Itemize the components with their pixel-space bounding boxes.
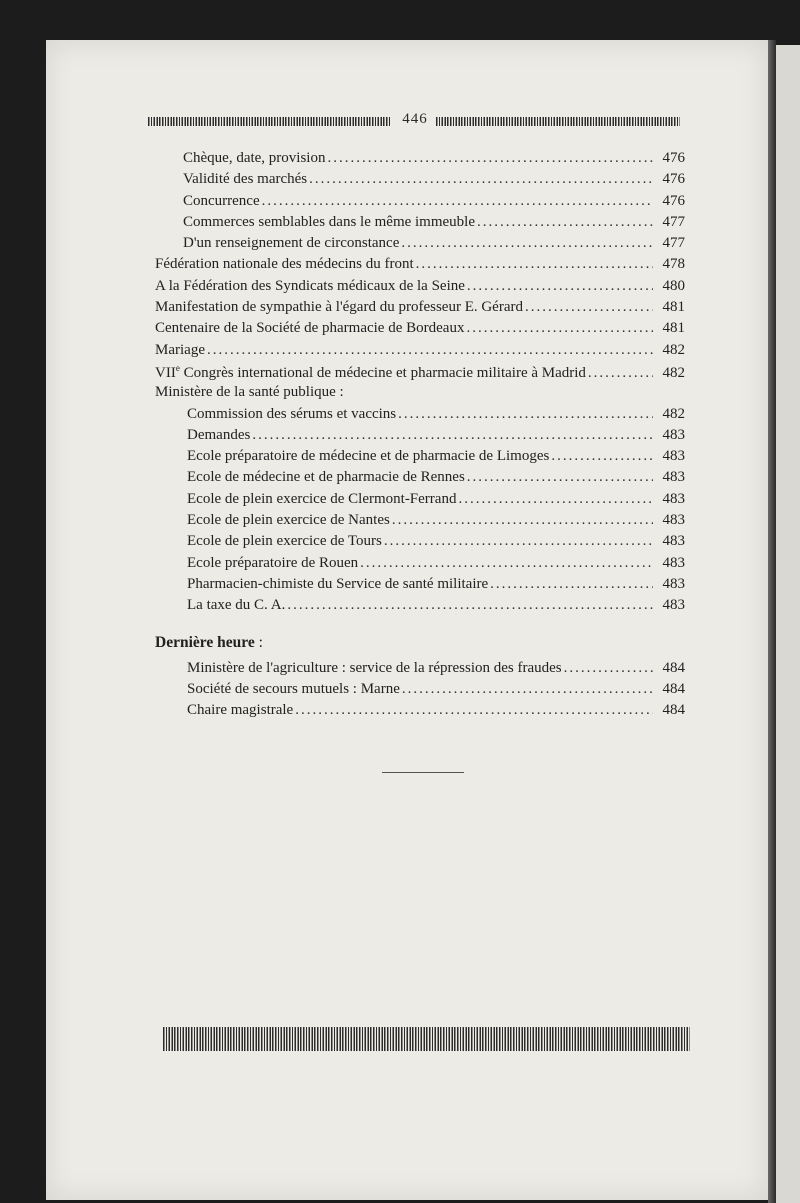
spine-shadow bbox=[768, 40, 776, 1203]
toc-entry-title: Demandes bbox=[187, 426, 251, 443]
toc-entry-title: Validité des marchés bbox=[183, 171, 308, 188]
toc-entry-title: Ecole de plein exercice de Clermont-Ferrand bbox=[187, 490, 457, 507]
dot-leader bbox=[207, 342, 653, 359]
toc-entry-title: A la Fédération des Syndicats médicaux de la Seine bbox=[155, 277, 465, 294]
dot-leader bbox=[490, 576, 653, 593]
toc-entry bbox=[155, 660, 685, 681]
dot-leader bbox=[360, 555, 653, 572]
toc-entry bbox=[155, 150, 685, 171]
toc-entry bbox=[155, 491, 685, 512]
toc-entry-title: Ecole préparatoire de Rouen bbox=[187, 554, 359, 571]
toc-entry bbox=[155, 406, 685, 427]
page-number: 446 bbox=[402, 111, 428, 127]
header-rule-left bbox=[148, 117, 391, 126]
dot-leader bbox=[398, 406, 653, 423]
toc-entry-title: Commission des sérums et vaccins bbox=[187, 405, 397, 422]
toc-entry-page: 483 bbox=[662, 469, 685, 486]
toc-entry bbox=[155, 512, 685, 533]
toc-entry-title: Ministère de l'agriculture : service de la répression des fraudes bbox=[187, 659, 562, 676]
toc-entry-page: 482 bbox=[662, 341, 685, 358]
dot-leader bbox=[477, 214, 653, 231]
toc-entry-page: 481 bbox=[662, 320, 685, 337]
toc-entry bbox=[155, 278, 685, 299]
toc-entry-title: Pharmacien-chimiste du Service de santé militaire bbox=[187, 575, 489, 592]
toc-entry bbox=[155, 576, 685, 597]
toc-entry bbox=[155, 320, 685, 341]
toc-entry-page: 482 bbox=[662, 364, 685, 381]
dot-leader bbox=[458, 491, 653, 508]
toc-entry bbox=[155, 235, 685, 256]
toc-entry bbox=[155, 214, 685, 235]
toc-entry-page: 476 bbox=[662, 171, 685, 188]
dot-leader bbox=[262, 193, 653, 210]
toc-entry bbox=[155, 533, 685, 554]
end-rule bbox=[382, 772, 464, 773]
toc-entry-title: Centenaire de la Société de pharmacie de Bordeaux bbox=[155, 320, 465, 337]
table-of-contents bbox=[155, 150, 685, 723]
toc-entry-page: 481 bbox=[662, 299, 685, 316]
dot-leader bbox=[392, 512, 653, 529]
dot-leader bbox=[525, 299, 653, 316]
last-hour-title: Dernière heure bbox=[155, 633, 255, 651]
ministry-heading: Ministère de la santé publique : bbox=[155, 384, 344, 401]
toc-entry bbox=[155, 256, 685, 277]
toc-entry-page: 482 bbox=[662, 405, 685, 422]
toc-entry-title: Chèque, date, provision bbox=[183, 150, 326, 166]
toc-entry-page: 476 bbox=[662, 150, 685, 166]
toc-entry-title: Manifestation de sympathie à l'égard du professeur E. Gérard bbox=[155, 299, 523, 316]
dot-leader bbox=[327, 150, 653, 167]
toc-entry-title: D'un renseignement de circonstance bbox=[183, 235, 400, 252]
footer-rule bbox=[163, 1027, 690, 1051]
dot-leader bbox=[588, 365, 653, 382]
toc-entry-title: Concurrence bbox=[183, 192, 260, 209]
toc-entry bbox=[155, 427, 685, 448]
toc-entry bbox=[155, 702, 685, 723]
toc-entry-page: 484 bbox=[662, 659, 685, 676]
toc-entry-page: 484 bbox=[662, 680, 685, 697]
toc-entry-page: 477 bbox=[662, 213, 685, 230]
toc-entry-page: 484 bbox=[662, 702, 685, 719]
toc-entry-title: Fédération nationale des médecins du front bbox=[155, 256, 414, 273]
toc-entry-title: La taxe du C. A. bbox=[187, 597, 286, 614]
toc-entry-title: Ecole préparatoire de médecine et de pharmacie de Limoges bbox=[187, 448, 550, 465]
toc-entry-page: 478 bbox=[662, 256, 685, 273]
toc-entry-page: 483 bbox=[662, 533, 685, 550]
toc-entry-title: Société de secours mutuels : Marne bbox=[187, 680, 400, 697]
toc-entry-page: 483 bbox=[662, 575, 685, 592]
toc-entry bbox=[155, 469, 685, 490]
dot-leader bbox=[402, 681, 653, 698]
last-hour-colon: : bbox=[254, 633, 263, 651]
toc-entry-title bbox=[155, 363, 586, 382]
toc-entry-title: Chaire magistrale bbox=[187, 702, 294, 719]
toc-entry-page: 477 bbox=[662, 235, 685, 252]
toc-entry-title: Ecole de plein exercice de Nantes bbox=[187, 512, 390, 529]
congress-title: Congrès international de médecine et pharmacie militaire à Madrid bbox=[179, 364, 586, 381]
toc-entry-title: Mariage bbox=[155, 341, 205, 358]
header-rule-right bbox=[436, 117, 680, 126]
toc-entry-page: 483 bbox=[662, 490, 685, 507]
toc-entry bbox=[155, 193, 685, 214]
toc-entry-page: 483 bbox=[662, 597, 685, 614]
next-page-edge bbox=[776, 45, 800, 1203]
roman-numeral: VII bbox=[155, 364, 176, 381]
toc-section-ministry bbox=[155, 384, 685, 405]
toc-entry bbox=[155, 681, 685, 702]
toc-entry bbox=[155, 448, 685, 469]
dot-leader bbox=[467, 469, 653, 486]
dot-leader bbox=[564, 660, 653, 677]
toc-entry-page: 483 bbox=[662, 554, 685, 571]
toc-entry-page: 476 bbox=[662, 192, 685, 209]
dot-leader bbox=[551, 448, 653, 465]
toc-entry-congress bbox=[155, 363, 685, 384]
last-hour-heading bbox=[155, 634, 685, 660]
dot-leader bbox=[287, 597, 653, 614]
toc-entry-page: 483 bbox=[662, 448, 685, 465]
toc-entry-title: Commerces semblables dans le même immeuble bbox=[183, 213, 476, 230]
toc-entry-page: 483 bbox=[662, 426, 685, 443]
dot-leader bbox=[466, 320, 653, 337]
dot-leader bbox=[309, 171, 653, 188]
toc-entry bbox=[155, 342, 685, 363]
toc-entry-title: Ecole de médecine et de pharmacie de Rennes bbox=[187, 469, 465, 486]
dot-leader bbox=[252, 427, 653, 444]
dot-leader bbox=[416, 256, 653, 273]
dot-leader bbox=[384, 533, 653, 550]
toc-entry-page: 480 bbox=[662, 277, 685, 294]
toc-entry bbox=[155, 171, 685, 192]
toc-entry-page: 483 bbox=[662, 512, 685, 529]
toc-entry bbox=[155, 299, 685, 320]
dot-leader bbox=[401, 235, 653, 252]
toc-entry-title: Ecole de plein exercice de Tours bbox=[187, 533, 382, 550]
toc-entry bbox=[155, 597, 685, 618]
toc-entry bbox=[155, 555, 685, 576]
dot-leader bbox=[467, 278, 653, 295]
dot-leader bbox=[295, 702, 653, 719]
ordinal-suffix: e bbox=[175, 362, 180, 373]
